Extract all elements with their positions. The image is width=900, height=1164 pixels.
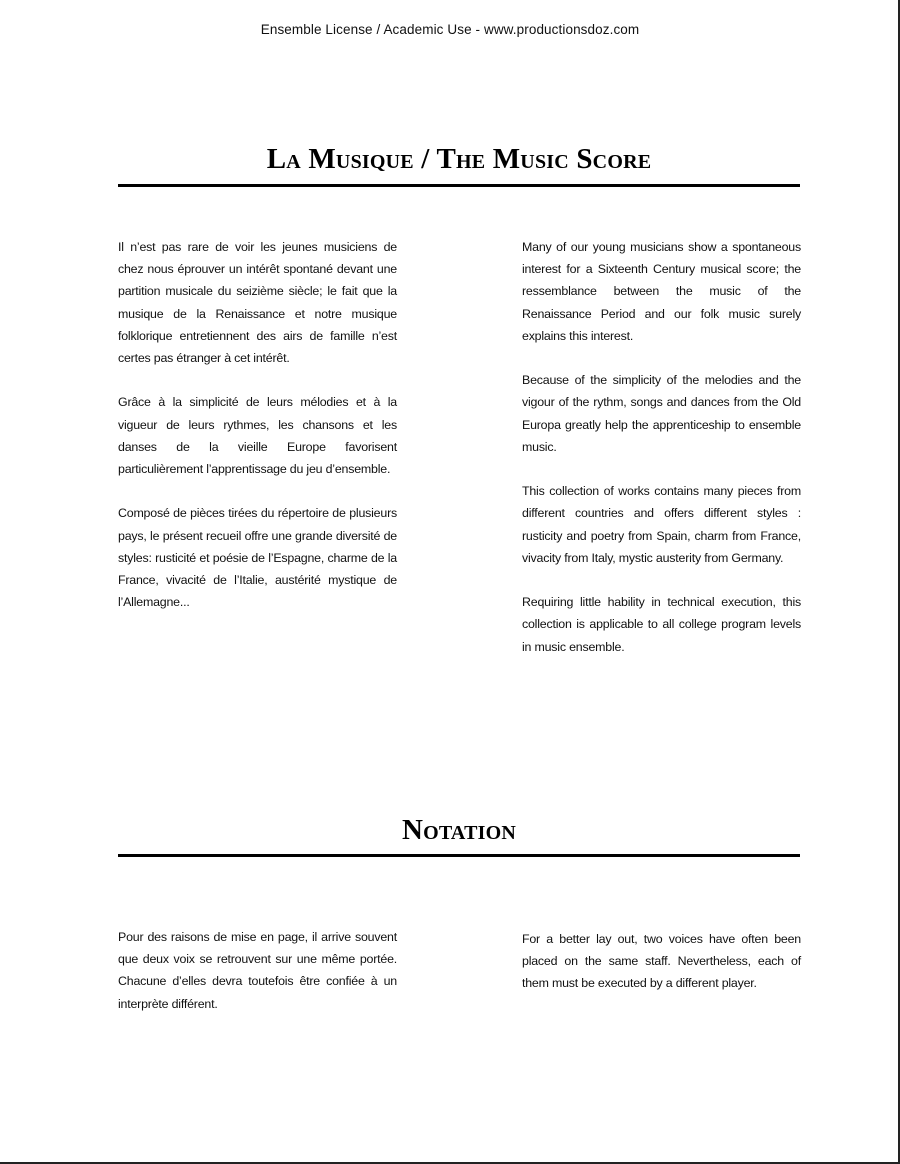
english-column bbox=[522, 236, 801, 680]
paragraph: Composé de pièces tirées du répertoire de plusieurs pays, le présent recueil offre une grande diversité de styles: rusticité et poésie de l’Espagne, charme de la France, vivacité de l’Italie, austérité mystique de l’Allemagne... bbox=[118, 506, 397, 610]
french-column bbox=[118, 926, 397, 1037]
french-column bbox=[118, 236, 397, 636]
paragraph: Il n’est pas rare de voir les jeunes musiciens de chez nous éprouver un intérêt spontané devant une partition musicale du seizième siècle; le fait que la musique de la Renaissance et notre musique folklorique entretiennent des airs de famille n’est certes pas étranger à cet intérêt. bbox=[118, 240, 397, 366]
paragraph: Grâce à la simplicité de leurs mélodies et à la vigueur de leurs rythmes, les chansons et les danses de la vieille Europe favorisent particulièrement l’apprentissage du jeu d’ensemble. bbox=[118, 395, 397, 477]
paragraph: Pour des raisons de mise en page, il arrive souvent que deux voix se retrouvent sur une même portée. Chacune d’elles devra toutefois être confiée à un interprète différent. bbox=[118, 930, 397, 1011]
paragraph: This collection of works contains many pieces from different countries and offers different styles : rusticity and poetry from Spain, charm from France, vivacity from Italy, mystic austerity from Germany. bbox=[522, 484, 801, 565]
paragraph: Because of the simplicity of the melodies and the vigour of the rythm, songs and dances from the Old Europa greatly help the apprenticeship to ensemble music. bbox=[522, 373, 801, 454]
section-heading-music-score: La Musique / The Music Score bbox=[266, 143, 652, 175]
license-header: Ensemble License / Academic Use - www.productionsdoz.com bbox=[260, 22, 640, 37]
heading-rule bbox=[118, 184, 800, 187]
section-heading-notation: Notation bbox=[401, 814, 517, 846]
paragraph: Requiring little hability in technical execution, this collection is applicable to all college program levels in music ensemble. bbox=[522, 595, 801, 654]
english-column bbox=[522, 928, 801, 1017]
heading-rule bbox=[118, 854, 800, 857]
paragraph: For a better lay out, two voices have often been placed on the same staff. Nevertheless, each of them must be executed by a different player. bbox=[522, 932, 801, 991]
paragraph: Many of our young musicians show a spontaneous interest for a Sixteenth Century musical score; the ressemblance between the music of the Renaissance Period and our folk music surely explains this interest. bbox=[522, 240, 801, 343]
